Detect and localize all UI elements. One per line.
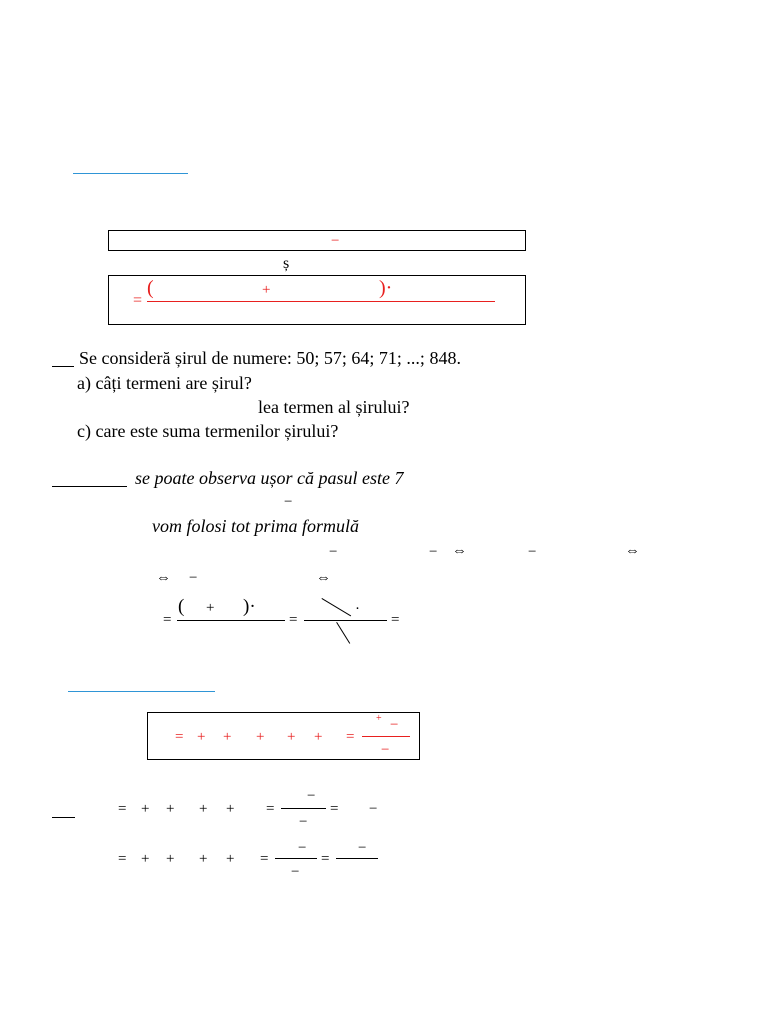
formula-box-1	[108, 230, 526, 251]
row2-iff-2: ⇔	[316, 570, 331, 586]
question-c: c) care este suma termenilor șirului?	[77, 421, 339, 441]
row1-minus-3: −	[528, 544, 537, 560]
sum-eq-1: =	[163, 612, 172, 628]
ex2-fraction-bar-1	[275, 858, 317, 859]
ex2-fraction-bar-2	[336, 858, 378, 859]
solution-minus-under-note: −	[284, 494, 293, 510]
box3-denominator-minus: −	[381, 742, 390, 758]
box3-fraction-bar	[362, 736, 410, 737]
ex1-eq-3: =	[330, 801, 339, 817]
sum-fraction-bar-1	[177, 620, 285, 621]
ex2-denominator-minus: −	[291, 864, 300, 880]
sum-eq-3: =	[391, 612, 400, 628]
box3-eq-2: =	[346, 729, 355, 745]
sum-cancel-stroke-bottom	[336, 622, 350, 644]
ex1-eq-1: =	[118, 801, 127, 817]
ex1-denominator-minus: −	[299, 814, 308, 830]
sum-dot: ·	[355, 601, 360, 617]
formula-box-2	[108, 275, 526, 325]
sum-lparen: (	[178, 596, 185, 617]
sum-eq-2: =	[289, 612, 298, 628]
box1-minus: −	[331, 233, 340, 249]
box3-plus-3: +	[256, 729, 265, 745]
ex2-plus-4: +	[226, 851, 235, 867]
ex2-eq-1: =	[118, 851, 127, 867]
row2-iff-1: ⇔	[156, 570, 171, 586]
problem-number-blank	[52, 366, 74, 367]
ex1-numerator-minus: −	[307, 788, 316, 804]
ex1-eq-2: =	[266, 801, 275, 817]
solution-label-blank	[52, 486, 127, 487]
ex1-plus-4: +	[226, 801, 235, 817]
box2-equals: =	[133, 292, 143, 309]
box2-plus: +	[262, 282, 271, 298]
box2-lparen: (	[147, 277, 154, 299]
ex1-minus: −	[369, 801, 378, 817]
box3-plus-5: +	[314, 729, 323, 745]
ex2-eq-3: =	[321, 851, 330, 867]
sum-fraction-bar-2	[304, 620, 387, 621]
ex1-plus-3: +	[199, 801, 208, 817]
example-number-blank	[52, 817, 75, 818]
row1-minus-1: −	[329, 544, 338, 560]
box3-plus-2: +	[223, 729, 232, 745]
box3-eq-1: =	[175, 729, 184, 745]
link-underline-1[interactable]	[73, 173, 188, 174]
row1-iff-2: ⇔	[625, 543, 640, 559]
link-underline-2[interactable]	[68, 691, 215, 692]
sum-rparen-dot: )·	[243, 596, 256, 617]
box3-plus-1: +	[197, 729, 206, 745]
ex2-eq-2: =	[260, 851, 269, 867]
box2-rparen-dot: )·	[379, 277, 393, 299]
ex2-plus-1: +	[141, 851, 150, 867]
row1-iff-1: ⇔	[452, 543, 467, 559]
ex1-plus-1: +	[141, 801, 150, 817]
ex2-plus-3: +	[199, 851, 208, 867]
box3-numerator-minus: −	[390, 717, 399, 733]
row1-minus-2: −	[429, 544, 438, 560]
ex2-plus-2: +	[166, 851, 175, 867]
row2-minus: −	[189, 570, 198, 586]
question-a: a) câți termeni are șirul?	[77, 373, 252, 393]
problem-statement: Se consideră șirul de numere: 50; 57; 64; 71; ...; 848.	[79, 348, 461, 368]
box2-fraction-bar	[147, 301, 495, 302]
sum-plus: +	[206, 600, 215, 616]
question-b-fragment: lea termen al șirului?	[258, 397, 410, 417]
ex1-plus-2: +	[166, 801, 175, 817]
ex2-numerator2-minus: −	[358, 840, 367, 856]
solution-note-formula: vom folosi tot prima formulă	[152, 516, 360, 536]
ex2-numerator-minus: −	[298, 840, 307, 856]
box3-plus-4: +	[287, 729, 296, 745]
box1-and-letter: ș	[283, 255, 290, 272]
solution-note-step: se poate observa ușor că pasul este 7	[135, 468, 404, 488]
ex1-fraction-bar	[281, 808, 326, 809]
sum-cancel-stroke-top	[321, 598, 351, 616]
box3-numerator-plus: +	[376, 713, 382, 724]
